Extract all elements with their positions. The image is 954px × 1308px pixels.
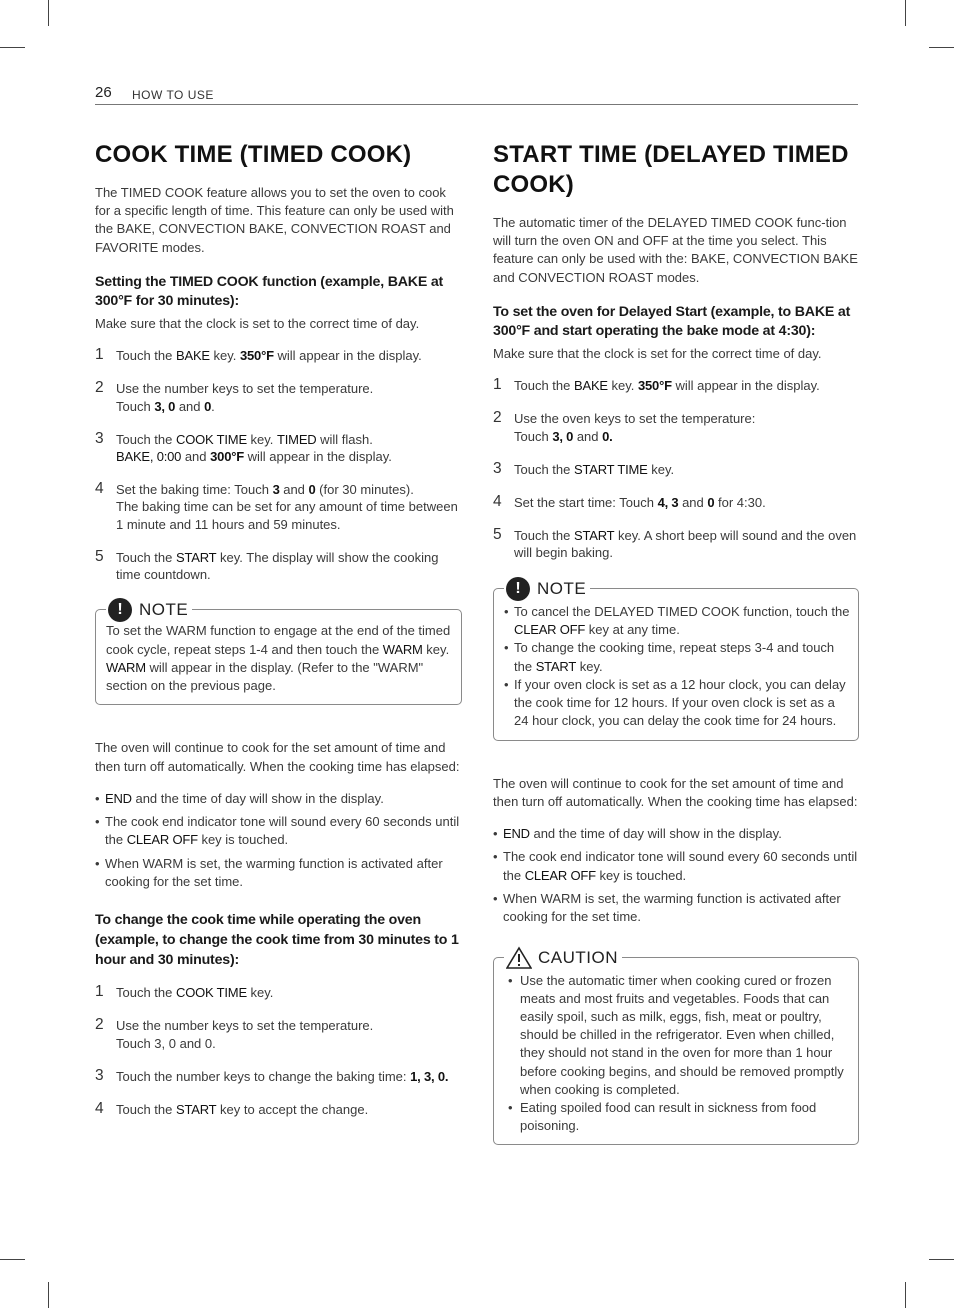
list-item: • END and the time of day will show in the display. bbox=[493, 825, 859, 843]
key-label: COOK TIME bbox=[176, 985, 247, 1001]
step-number: 1 bbox=[95, 983, 104, 1001]
list-item: • The cook end indicator tone will sound every 60 seconds until the CLEAR OFF key is touched. bbox=[493, 848, 859, 885]
section-label: HOW TO USE bbox=[132, 88, 214, 102]
key-label: COOK TIME bbox=[176, 431, 247, 447]
exclamation-icon: ! bbox=[506, 577, 530, 601]
step-number: 3 bbox=[95, 429, 104, 447]
step-number: 1 bbox=[493, 376, 502, 394]
key-label: BAKE bbox=[176, 348, 210, 364]
key-label: 3, 0 bbox=[552, 428, 574, 444]
step-item: 1 Touch the BAKE key. 350°F will appear in the display. bbox=[493, 376, 820, 394]
display-value: WARM bbox=[106, 659, 146, 675]
key-label: 0 bbox=[204, 398, 212, 414]
elapsed-bullets bbox=[95, 790, 462, 891]
start-time-title: START TIME (DELAYED TIMED COOK) bbox=[493, 141, 849, 198]
key-label: START bbox=[574, 528, 615, 544]
step-number: 4 bbox=[95, 1099, 104, 1117]
list-item: • Eating spoiled food can result in sickness from food poisoning. bbox=[506, 1099, 850, 1135]
step-item: 2 Use the number keys to set the temperature. Touch 3, 0 and 0. bbox=[95, 1016, 374, 1051]
step-item: 5 Touch the START key. A short beep will sound and the oven will begin baking. bbox=[493, 526, 857, 561]
crop-mark bbox=[929, 47, 954, 48]
list-item: • To change the cooking time, repeat steps 3-4 and touch the START key. bbox=[504, 639, 850, 676]
key-label: START bbox=[535, 658, 577, 674]
step-number: 2 bbox=[95, 379, 104, 397]
key-label: 0 bbox=[308, 482, 316, 498]
start-time-intro: The automatic timer of the DELAYED TIMED COOK func-tion will turn the oven ON and OFF at the time you select. This feature can only be used with the: BAKE, CONVECTION BAKE and CONVECTION ROAST modes. bbox=[493, 215, 858, 285]
step-number: 2 bbox=[95, 1016, 104, 1034]
display-value: END bbox=[503, 826, 530, 842]
right-column bbox=[493, 140, 859, 1145]
delayed-start-heading: To set the oven for Delayed Start (example, to BAKE at 300°F and start operating the bake mode at 4:30): bbox=[493, 303, 851, 340]
key-label: 4, 3 bbox=[657, 495, 679, 511]
list-item: • To cancel the DELAYED TIMED COOK function, touch the CLEAR OFF key at any time. bbox=[504, 603, 850, 640]
warning-triangle-icon bbox=[506, 946, 532, 970]
step-item: 1 Touch the BAKE key. 350°F will appear in the display. bbox=[95, 346, 422, 364]
list-item: • When WARM is set, the warming function is activated after cooking for the set time. bbox=[493, 890, 859, 927]
timed-cook-setting-sub: Make sure that the clock is set to the correct time of day. bbox=[95, 316, 420, 331]
crop-mark bbox=[905, 0, 906, 26]
list-item: • If your oven clock is set as a 12 hour clock, you can delay the cook time for 12 hours. If your oven clock is set as a 24 hour clock, you can delay the cook time for 24 hours. bbox=[504, 676, 850, 731]
note-header bbox=[106, 598, 192, 622]
list-item: • The cook end indicator tone will sound every 60 seconds until the CLEAR OFF key is touched. bbox=[95, 813, 462, 850]
display-value: BAKE, 0:00 bbox=[116, 449, 182, 465]
step-item: 4 Touch the START key to accept the change. bbox=[95, 1099, 369, 1117]
note-title: NOTE bbox=[139, 600, 189, 620]
step-number: 2 bbox=[493, 409, 502, 427]
step-number: 3 bbox=[493, 459, 502, 477]
step-number: 1 bbox=[95, 346, 104, 364]
key-label: 1, 3, 0. bbox=[410, 1068, 449, 1084]
step-item: 5 Touch the START key. The display will show the cooking time countdown. bbox=[95, 547, 439, 583]
elapsed-paragraph: The oven will continue to cook for the set amount of time and then turn off automatically. When the cooking time has elapsed: bbox=[493, 775, 858, 809]
display-value: 350°F bbox=[240, 348, 274, 364]
caution-box bbox=[493, 947, 859, 1146]
key-label: 3 bbox=[272, 482, 280, 498]
timed-cook-setting-heading: Setting the TIMED COOK function (example, BAKE at 300°F for 30 minutes): bbox=[95, 273, 444, 310]
note-header bbox=[504, 577, 590, 601]
key-label: 3, 0 bbox=[154, 398, 176, 414]
caution-header bbox=[504, 946, 622, 970]
change-cook-time-heading: To change the cook time while operating the oven (example, to change the cook time from 30 minutes to 1 hour and 30 minutes): bbox=[95, 912, 459, 968]
note-box bbox=[493, 578, 859, 741]
key-label: START TIME bbox=[574, 461, 648, 477]
step-item: 3 Touch the START TIME key. bbox=[493, 459, 675, 477]
key-label: START bbox=[176, 1101, 217, 1117]
key-label: CLEAR OFF bbox=[514, 621, 586, 637]
key-label: 0 bbox=[707, 495, 715, 511]
step-number: 4 bbox=[493, 493, 502, 511]
caution-title: CAUTION bbox=[538, 947, 618, 967]
note-title: NOTE bbox=[537, 578, 587, 598]
key-label: CLEAR OFF bbox=[126, 832, 198, 848]
crop-mark bbox=[0, 1259, 25, 1260]
cook-time-title: COOK TIME (TIMED COOK) bbox=[95, 141, 412, 168]
display-value: 300°F bbox=[210, 449, 244, 465]
crop-mark bbox=[48, 0, 49, 26]
crop-mark bbox=[0, 47, 25, 48]
display-value: TIMED bbox=[277, 431, 317, 447]
left-column bbox=[95, 140, 462, 1134]
list-item: • When WARM is set, the warming function is activated after cooking for the set time. bbox=[95, 855, 462, 892]
page-number: 26 bbox=[95, 84, 112, 101]
crop-mark bbox=[905, 1282, 906, 1308]
key-label: 0. bbox=[602, 428, 613, 444]
step-item: 3 Touch the COOK TIME key. TIMED will flash. BAKE, 0:00 and 300°F will appear in the display. bbox=[95, 429, 392, 465]
step-item: 1 Touch the COOK TIME key. bbox=[95, 983, 274, 1001]
note-text: To set the WARM function to engage at the end of the timed cook cycle, repeat steps 1-4 and then touch the WARM key. WARM will appear in the display. (Refer to the "WARM" section on the previous page. bbox=[106, 623, 451, 694]
list-item: • END and the time of day will show in the display. bbox=[95, 790, 462, 808]
key-label: CLEAR OFF bbox=[524, 867, 596, 883]
step-number: 4 bbox=[95, 480, 104, 498]
step-number: 5 bbox=[95, 547, 104, 565]
exclamation-icon: ! bbox=[108, 598, 132, 622]
delayed-start-sub: Make sure that the clock is set for the correct time of day. bbox=[493, 346, 822, 361]
key-label: WARM bbox=[382, 641, 423, 657]
crop-mark bbox=[48, 1282, 49, 1308]
page-header bbox=[95, 82, 858, 105]
crop-mark bbox=[929, 1259, 954, 1260]
step-item: 4 Set the baking time: Touch 3 and 0 (for 30 minutes). The baking time can be set for any amount of time between 1 minute and 11 hours and 59 minutes. bbox=[95, 480, 458, 532]
step-item: 2 Use the oven keys to set the temperature: Touch 3, 0 and 0. bbox=[493, 409, 756, 444]
elapsed-paragraph: The oven will continue to cook for the set amount of time and then turn off automatically. When the cooking time has elapsed: bbox=[95, 740, 460, 774]
step-item: 3 Touch the number keys to change the baking time: 1, 3, 0. bbox=[95, 1066, 449, 1084]
list-item: • Use the automatic timer when cooking cured or frozen meats and most fruits and vegetables. Foods that can easily spoil, such as milk, eggs, fish, meat or poultry, should be chilled in the refrigerator. Even when chilled, they should not stand in the oven for more than 1 hour before cooking begins, and should be removed promptly when cooking is completed. bbox=[506, 972, 850, 1099]
elapsed-bullets bbox=[493, 825, 859, 926]
step-number: 3 bbox=[95, 1066, 104, 1084]
cook-time-intro: The TIMED COOK feature allows you to set the oven to cook for a specific length of time. This feature can only be used with the BAKE, CONVECTION BAKE, CONVECTION ROAST and FAVORITE modes. bbox=[95, 185, 454, 255]
key-label: START bbox=[176, 549, 217, 565]
display-value: END bbox=[105, 790, 132, 806]
step-item: 4 Set the start time: Touch 4, 3 and 0 for 4:30. bbox=[493, 493, 766, 511]
note-box bbox=[95, 600, 462, 705]
step-number: 5 bbox=[493, 526, 502, 544]
step-item: 2 Use the number keys to set the temperature. Touch 3, 0 and 0. bbox=[95, 379, 374, 414]
key-label: BAKE bbox=[574, 378, 608, 394]
display-value: 350°F bbox=[638, 378, 672, 394]
